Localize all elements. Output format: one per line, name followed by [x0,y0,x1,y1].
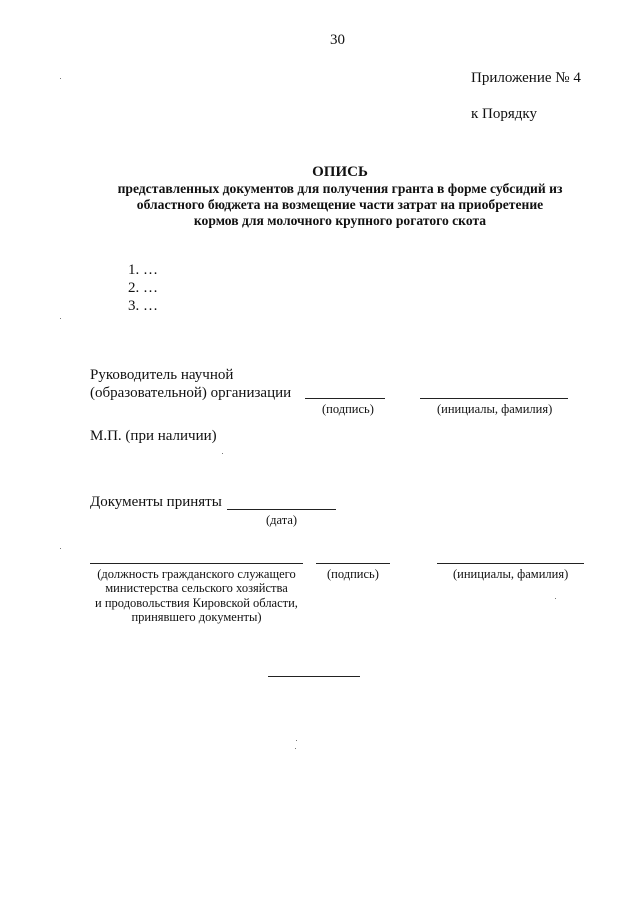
official-signature-line [316,563,390,564]
head-name-caption: (инициалы, фамилия) [437,402,553,416]
received-date-caption: (дата) [266,513,298,527]
official-position-line-3: и продовольствия Кировской области, [95,596,298,610]
scan-speck [60,548,61,549]
official-position-line-2: министерства сельского хозяйства [105,581,288,595]
annex-order: к Порядку [471,106,537,122]
received-date-line [227,509,336,510]
document-title: ОПИСЬ [312,164,368,180]
list-item: 1. … [128,262,158,278]
official-position-line-4: принявшего документы) [131,610,262,624]
official-signature-caption: (подпись) [327,567,379,581]
heading-line-1: представленных документов для получения гранта в форме субсидий из [117,181,563,196]
closing-line [268,676,360,677]
scan-speck [60,78,61,79]
official-position-line-1: (должность гражданского служащего [97,567,296,581]
head-label-line-1: Руководитель научной [90,367,234,383]
scan-speck [555,598,556,599]
scan-speck [60,318,61,319]
list-item: 3. … [128,298,158,314]
scan-speck [295,748,296,749]
page-number: 30 [330,32,345,48]
annex-number: Приложение № 4 [471,70,581,86]
heading-line-3: кормов для молочного крупного рогатого скота [193,213,487,228]
received-label: Документы приняты [90,494,222,510]
head-signature-line [305,398,385,399]
head-name-line [420,398,568,399]
list-item: 2. … [128,280,158,296]
head-signature-caption: (подпись) [322,402,374,416]
official-name-caption: (инициалы, фамилия) [453,567,569,581]
scan-speck [296,740,297,741]
heading-line-2: областного бюджета на возмещение части затрат на приобретение [136,197,544,212]
scan-speck [222,453,223,454]
official-position-line [90,563,303,564]
head-label-line-2: (образовательной) организации [90,385,292,401]
seal-note: М.П. (при наличии) [90,428,217,444]
official-name-line [437,563,584,564]
